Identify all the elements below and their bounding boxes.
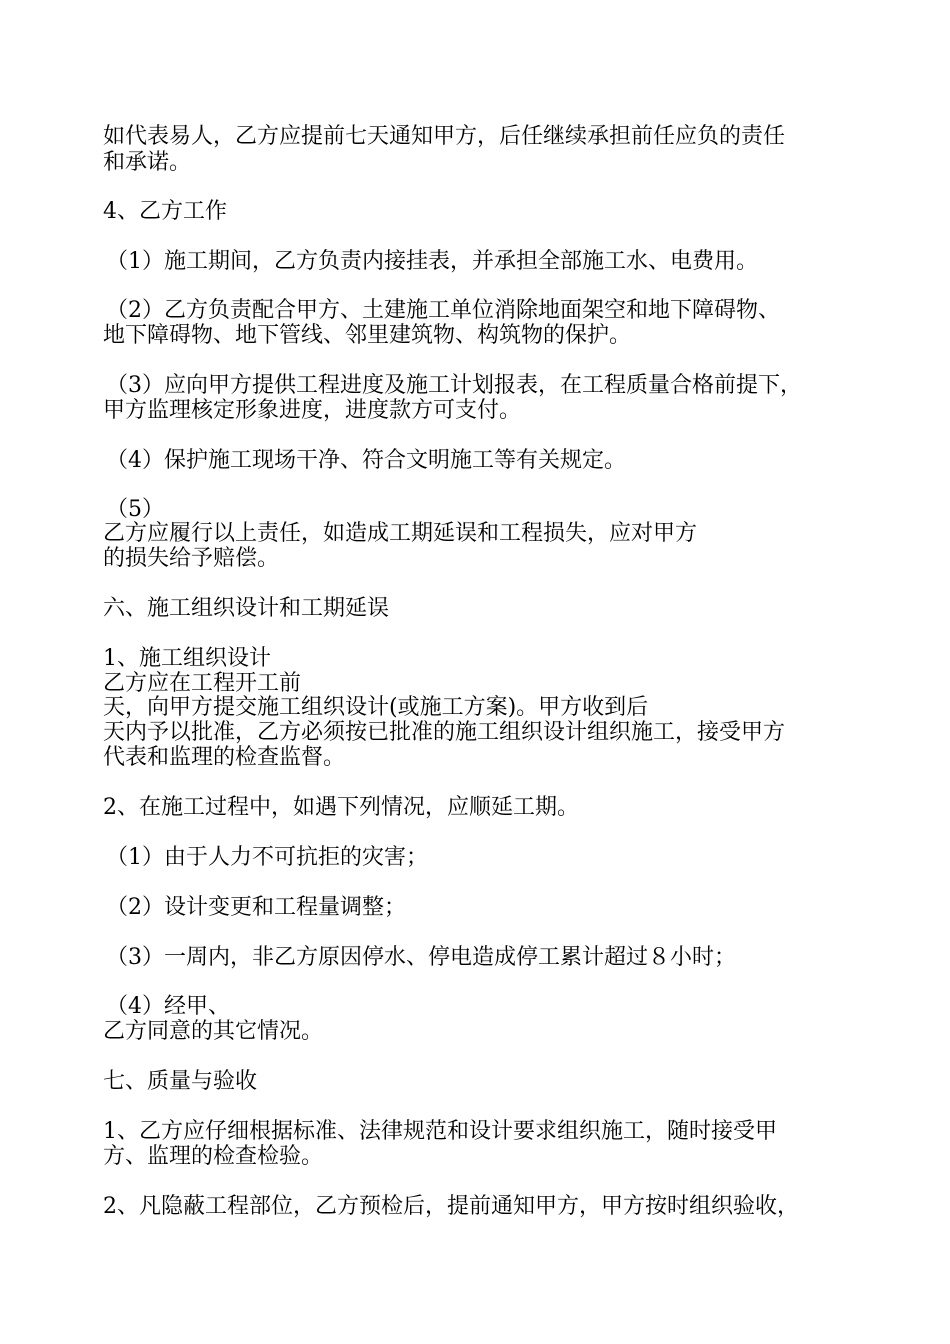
text-line: 乙方应履行以上责任，如造成工期延误和工程损失，应对甲方 [103,521,698,546]
text-line: 地下障碍物、地下管线、邻里建筑物、构筑物的保护。 [103,323,632,348]
text-line: （2）乙方负责配合甲方、土建施工单位消除地面架空和地下障碍物、 [106,298,780,323]
section-heading: 4、乙方工作 [103,199,227,224]
text-line: 2、凡隐蔽工程部位，乙方预检后，提前通知甲方，甲方按时组织验收， [103,1194,799,1219]
text-line: 和承诺。 [103,150,192,175]
text-line: 的损失给予赔偿。 [103,546,280,571]
text-line: 天内予以批准，乙方必须按已批准的施工组织设计组织施工，接受甲方 [103,720,786,745]
text-line: （4）经甲、 [106,994,230,1019]
section-heading: 六、施工组织设计和工期延误 [103,596,390,621]
text-line: 代表和监理的检查监督。 [103,745,346,770]
text-line: 天，向甲方提交施工组织设计(或施工方案)。甲方收到后 [103,695,649,720]
text-line: （2）设计变更和工程量调整； [106,895,406,920]
text-line: （4）保护施工现场干净、符合文明施工等有关规定。 [106,448,626,473]
section-heading: 七、质量与验收 [103,1069,258,1094]
text-line: （3）一周内，非乙方原因停水、停电造成停工累计超过８小时； [106,945,736,970]
text-line: 如代表易人，乙方应提前七天通知甲方，后任继续承担前任应负的责任 [103,124,786,149]
text-line: （5） [106,497,164,522]
text-line: （3）应向甲方提供工程进度及施工计划报表，在工程质量合格前提下， [106,373,802,398]
text-line: 甲方监理核定形象进度，进度款方可支付。 [103,398,522,423]
text-line: 2、在施工过程中，如遇下列情况，应顺延工期。 [103,795,579,820]
text-line: 方、监理的检查检验。 [103,1144,324,1169]
text-line: 乙方同意的其它情况。 [103,1019,324,1044]
text-line: （1）由于人力不可抗拒的灾害； [106,845,428,870]
text-line: （1）施工期间，乙方负责内接挂表，并承担全部施工水、电费用。 [106,249,758,274]
text-line: 1、施工组织设计 [103,646,271,671]
text-line: 乙方应在工程开工前 [103,671,302,696]
text-line: 1、乙方应仔细根据标准、法律规范和设计要求组织施工，随时接受甲 [103,1119,777,1144]
